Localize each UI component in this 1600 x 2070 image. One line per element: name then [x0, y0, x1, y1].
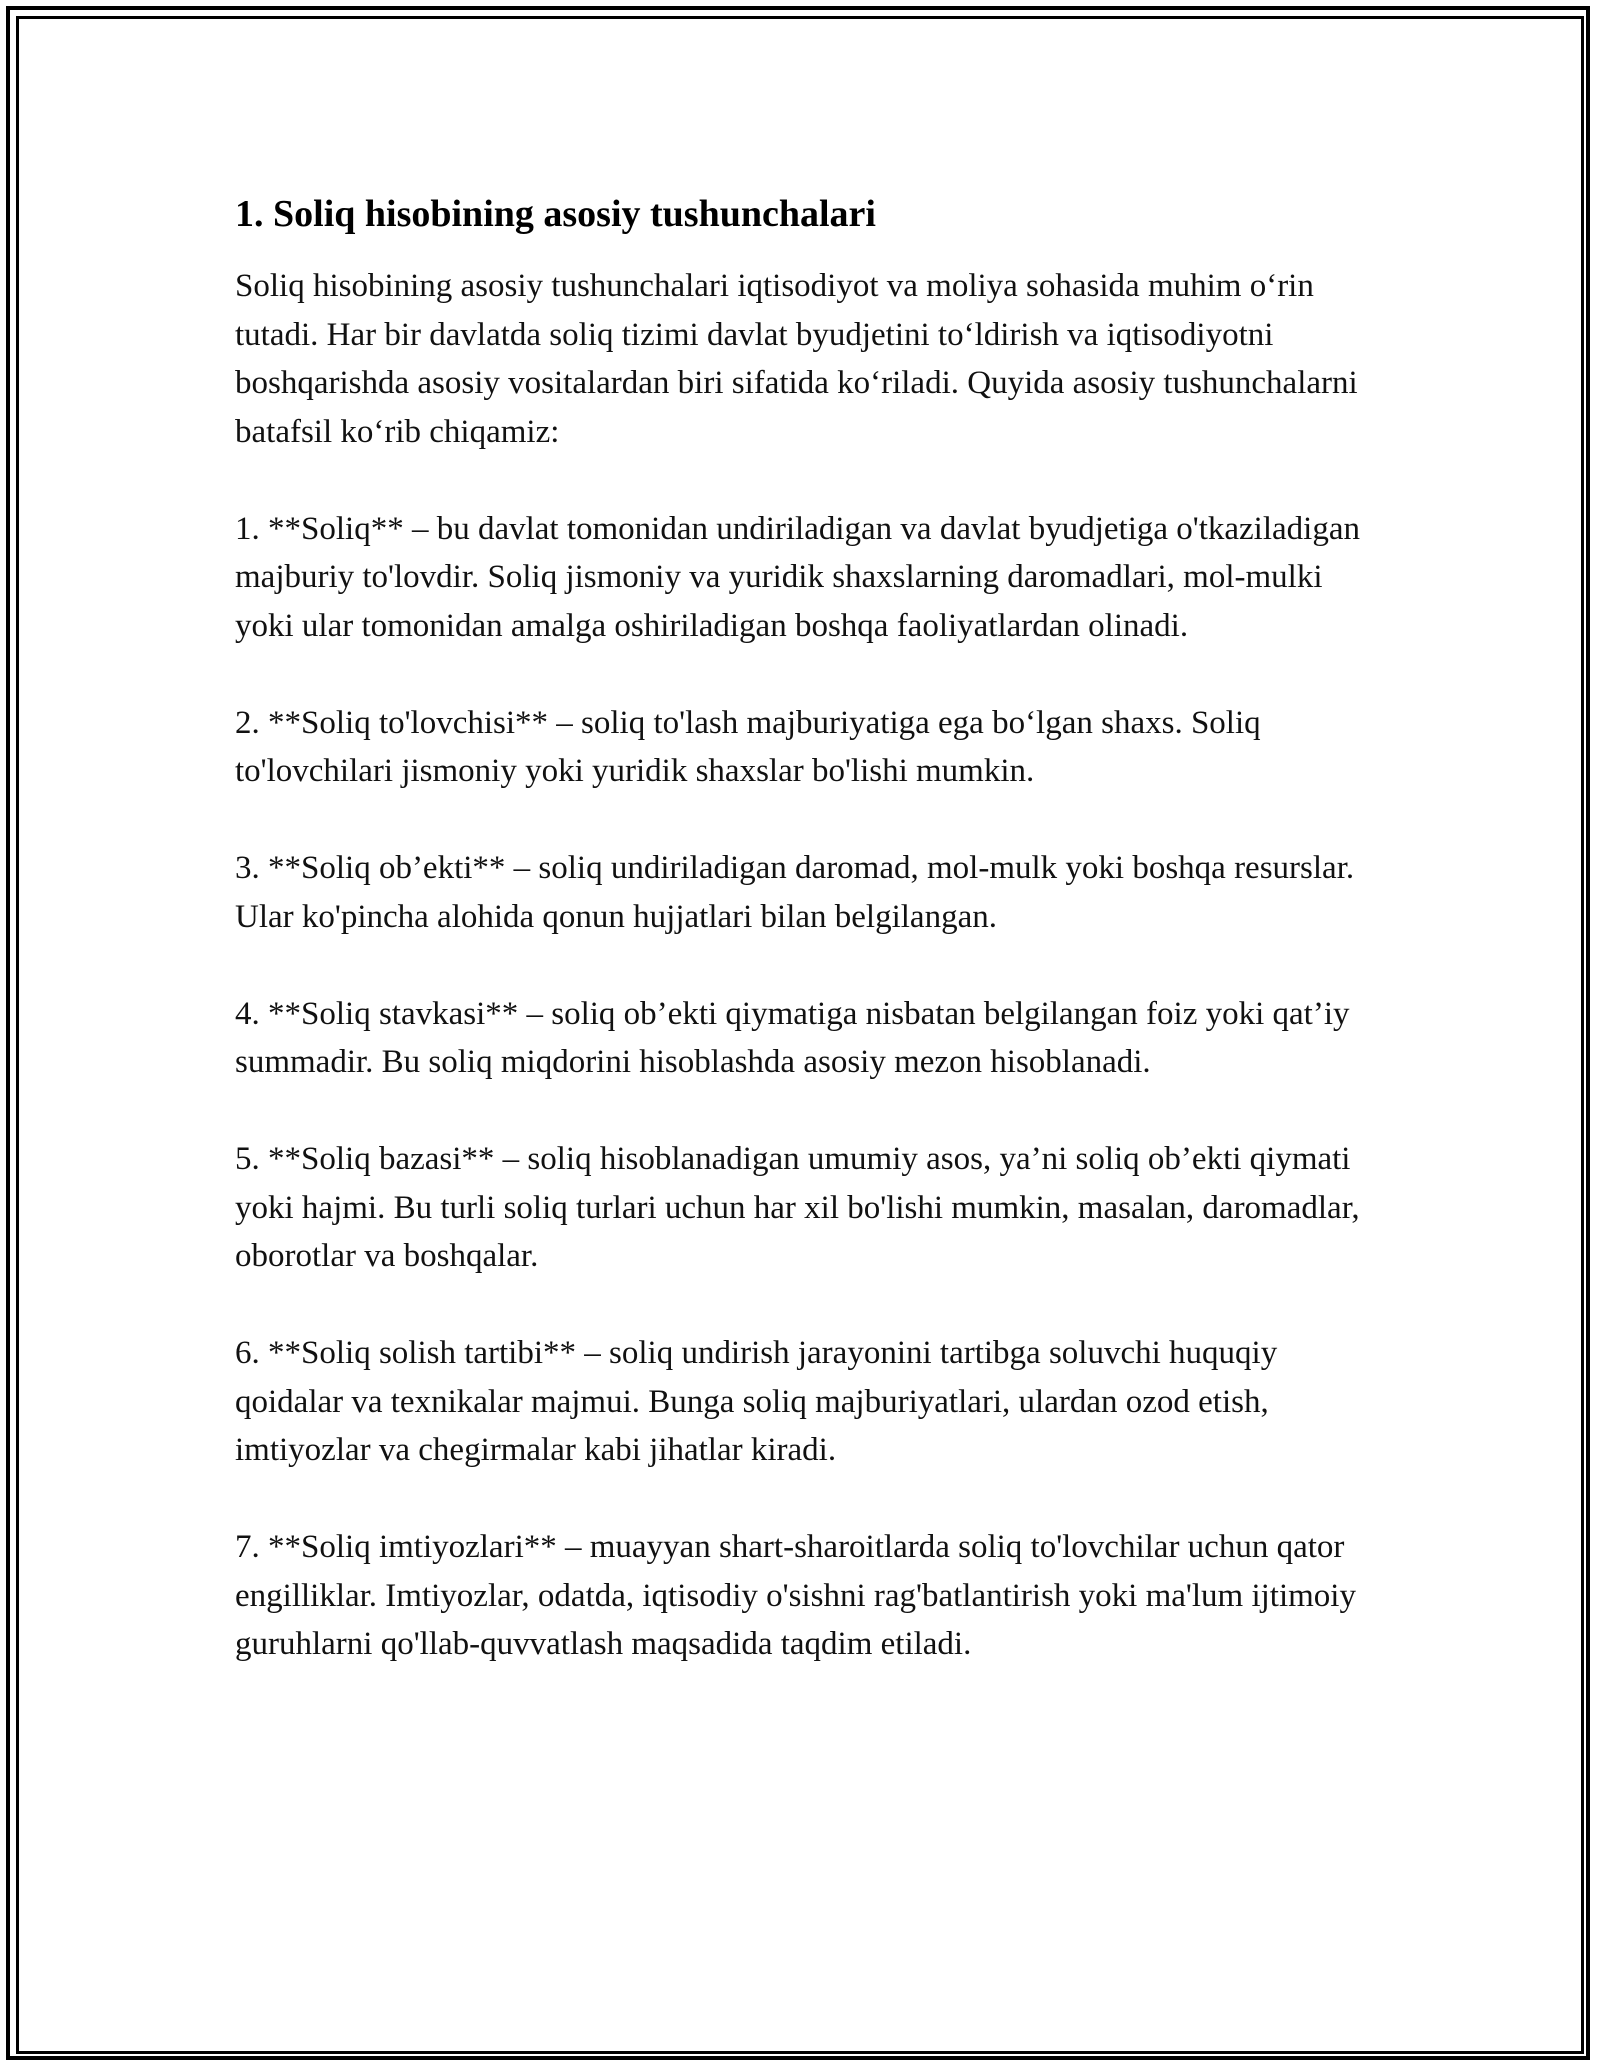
- list-item-soliq-imtiyozlari: 7. **Soliq imtiyozlari** – muayyan shart-sharoitlarda soliq to'lovchilar uchun qator engilliklar. Imtiyozlar, odatda, iqtisodiy o'sishni rag'batlantirish yoki ma'lum ijtimoiy guruhlarni qo'llab-quvvatlash maqsadida taqdim etiladi.: [235, 1529, 1356, 1662]
- list-item-soliq-obekti: 3. **Soliq ob’ekti** – soliq undiriladigan daromad, mol-mulk yoki boshqa resurslar. Ular ko'pincha alohida qonun hujjatlari bilan belgilangan.: [235, 850, 1355, 935]
- list-item-soliq-bazasi: 5. **Soliq bazasi** – soliq hisoblanadigan umumiy asos, ya’ni soliq ob’ekti qiymati yoki hajmi. Bu turli soliq turlari uchun har xil bo'lishi mumkin, masalan, daromadlar, oborotlar va boshqalar.: [235, 1141, 1360, 1274]
- document-body: [235, 188, 1365, 1669]
- list-item-soliq-solish-tartibi: 6. **Soliq solish tartibi** – soliq undirish jarayonini tartibga soluvchi huquqiy qoidalar va texnikalar majmui. Bunga soliq majburiyatlari, ulardan ozod etish, imtiyozlar va chegirmalar kabi jihatlar kiradi.: [235, 1335, 1278, 1468]
- list-item-soliq-tolovchisi: 2. **Soliq to'lovchisi** – soliq to'lash majburiyatiga ega bo‘lgan shaxs. Soliq to'lovchilari jismoniy yoki yuridik shaxslar bo'lishi mumkin.: [235, 704, 1261, 789]
- document-title: 1. Soliq hisobining asosiy tushunchalari: [235, 193, 876, 235]
- intro-paragraph: Soliq hisobining asosiy tushunchalari iqtisodiyot va moliya sohasida muhim o‘rin tutadi. Har bir davlatda soliq tizimi davlat byudjetini to‘ldirish va iqtisodiyotni boshqarishda asosiy vositalardan biri sifatida ko‘riladi. Quyida asosiy tushunchalarni batafsil ko‘rib chiqamiz:: [235, 268, 1358, 450]
- list-item-soliq: 1. **Soliq** – bu davlat tomonidan undiriladigan va davlat byudjetiga o'tkaziladigan majburiy to'lovdir. Soliq jismoniy va yuridik shaxslarning daromadlari, mol-mulki yoki ular tomonidan amalga oshiriladigan boshqa faoliyatlardan olinadi.: [235, 510, 1360, 644]
- list-item-soliq-stavkasi: 4. **Soliq stavkasi** – soliq ob’ekti qiymatiga nisbatan belgilangan foiz yoki qat’iy summadir. Bu soliq miqdorini hisoblashda asosiy mezon hisoblanadi.: [235, 995, 1350, 1080]
